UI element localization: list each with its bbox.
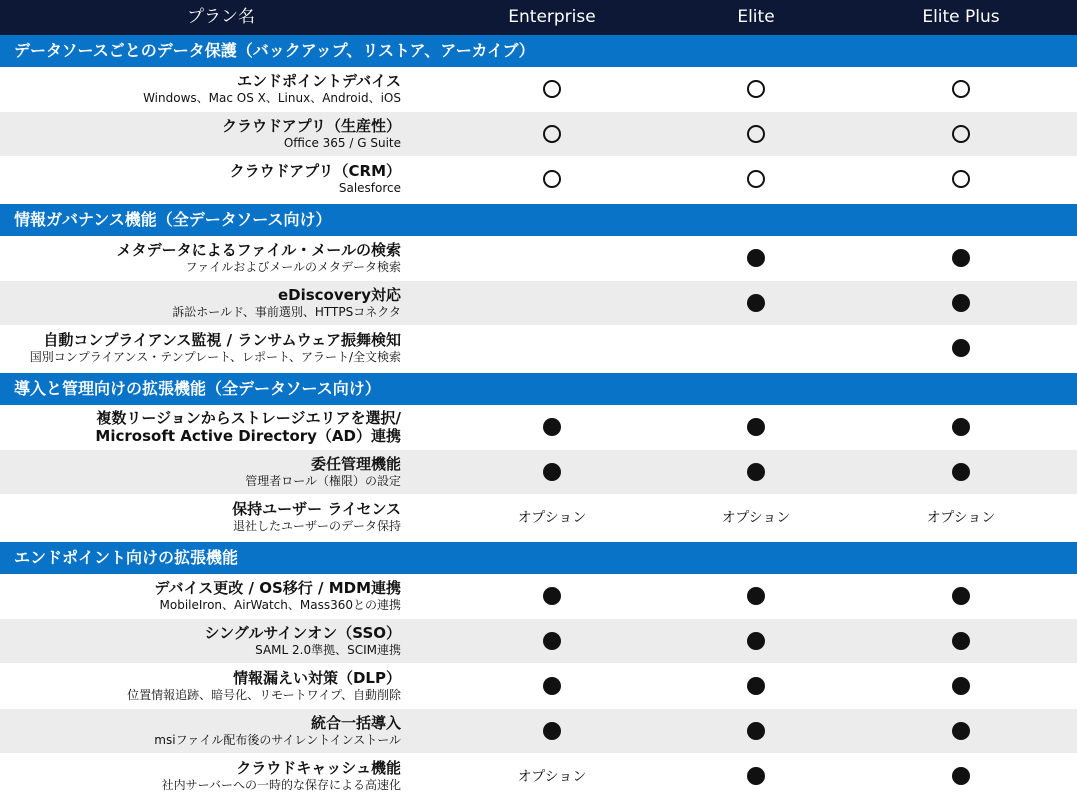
feature-title: クラウドアプリ（CRM） xyxy=(229,162,401,180)
feature-cell xyxy=(117,236,401,280)
filled-circle-icon xyxy=(952,463,970,481)
plan-cell xyxy=(442,619,662,663)
filled-circle-icon xyxy=(543,587,561,605)
filled-circle-icon xyxy=(543,677,561,695)
feature-cell xyxy=(95,405,401,449)
feature-description: 社内サーバーへの一時的な保存による高速化 xyxy=(161,778,401,792)
plan-cell xyxy=(851,326,1071,370)
feature-title: 自動コンプライアンス監視 / ランサムウェア振舞検知 xyxy=(43,331,401,349)
plan-cell xyxy=(646,450,866,494)
filled-circle-icon xyxy=(747,294,765,312)
table-row xyxy=(0,281,1077,326)
plan-cell xyxy=(442,326,662,370)
plan-cell xyxy=(851,709,1071,753)
open-circle-icon xyxy=(952,170,970,188)
filled-circle-icon xyxy=(543,463,561,481)
feature-cell xyxy=(162,754,401,798)
plan-cell xyxy=(851,405,1071,449)
feature-cell xyxy=(204,619,401,663)
plan-cell xyxy=(646,112,866,156)
plan-cell xyxy=(646,67,866,111)
table-row xyxy=(0,754,1077,799)
table-row xyxy=(0,495,1077,540)
feature-title: クラウドキャッシュ機能 xyxy=(236,759,401,777)
feature-title: メタデータによるファイル・メールの検索 xyxy=(116,241,401,259)
plan-header-elite: Elite xyxy=(737,7,775,27)
feature-description: MobileIron、AirWatch、Mass360との連携 xyxy=(159,598,401,612)
feature-description: SAML 2.0準拠、SCIM連携 xyxy=(255,643,401,657)
table-row xyxy=(0,112,1077,157)
open-circle-icon xyxy=(747,125,765,143)
plan-cell xyxy=(442,574,662,618)
filled-circle-icon xyxy=(543,722,561,740)
feature-cell xyxy=(154,709,401,753)
filled-circle-icon xyxy=(952,632,970,650)
section-header: データソースごとのデータ保護（バックアップ、リストア、アーカイブ） xyxy=(0,35,1077,67)
open-circle-icon xyxy=(952,80,970,98)
feature-title: 委任管理機能 xyxy=(310,455,401,473)
plan-cell xyxy=(851,236,1071,280)
plan-cell xyxy=(851,619,1071,663)
plan-name-header: プラン名 xyxy=(187,7,255,27)
feature-title: eDiscovery対応 xyxy=(277,286,401,304)
plan-cell xyxy=(442,495,662,539)
section-header: 情報ガバナンス機能（全データソース向け） xyxy=(0,204,1077,236)
feature-cell xyxy=(172,281,401,325)
table-row xyxy=(0,326,1077,371)
open-circle-icon xyxy=(747,170,765,188)
plan-cell xyxy=(851,67,1071,111)
plan-cell xyxy=(851,450,1071,494)
plan-cell xyxy=(851,664,1071,708)
plan-cell xyxy=(442,405,662,449)
filled-circle-icon xyxy=(952,294,970,312)
feature-description: 国別コンプライアンス・テンプレート、レポート、アラート/全文検索 xyxy=(29,350,401,364)
plan-cell xyxy=(442,709,662,753)
feature-description: Office 365 / G Suite xyxy=(283,136,401,150)
feature-description: 訴訟ホールド、事前選別、HTTPSコネクタ xyxy=(172,305,401,319)
feature-description: msiファイル配布後のサイレントインストール xyxy=(154,733,401,747)
feature-title: 情報漏えい対策（DLP） xyxy=(232,669,401,687)
plan-cell xyxy=(442,281,662,325)
feature-title: デバイス更改 / OS移行 / MDM連携 xyxy=(154,579,401,597)
option-label: オプション xyxy=(517,510,587,526)
option-label: オプション xyxy=(517,769,587,785)
table-row xyxy=(0,574,1077,619)
open-circle-icon xyxy=(543,80,561,98)
filled-circle-icon xyxy=(952,587,970,605)
plan-cell xyxy=(851,112,1071,156)
table-row xyxy=(0,709,1077,754)
table-row xyxy=(0,157,1077,202)
feature-description: Salesforce xyxy=(338,181,401,195)
feature-cell xyxy=(154,574,401,618)
plan-cell xyxy=(646,157,866,201)
filled-circle-icon xyxy=(747,677,765,695)
plan-cell xyxy=(442,664,662,708)
filled-circle-icon xyxy=(952,722,970,740)
plan-header-elite-plus: Elite Plus xyxy=(922,7,1000,27)
feature-title: エンドポイントデバイス xyxy=(237,72,401,90)
plan-header-enterprise: Enterprise xyxy=(508,7,596,27)
plan-cell xyxy=(646,495,866,539)
filled-circle-icon xyxy=(747,587,765,605)
table-row xyxy=(0,619,1077,664)
feature-description: ファイルおよびメールのメタデータ検索 xyxy=(185,260,401,274)
feature-cell xyxy=(232,495,401,539)
table-row xyxy=(0,67,1077,112)
feature-title: 複数リージョンからストレージエリアを選択/ xyxy=(96,409,401,427)
filled-circle-icon xyxy=(747,722,765,740)
table-row xyxy=(0,450,1077,495)
plan-cell xyxy=(646,405,866,449)
plan-cell xyxy=(646,754,866,798)
plan-cell xyxy=(646,619,866,663)
feature-title: 統合一括導入 xyxy=(310,714,401,732)
feature-cell xyxy=(222,112,401,156)
plan-cell xyxy=(851,495,1071,539)
plan-cell xyxy=(851,754,1071,798)
feature-cell xyxy=(245,450,401,494)
filled-circle-icon xyxy=(747,632,765,650)
feature-title: 保持ユーザー ライセンス xyxy=(232,500,401,518)
feature-description: 管理者ロール（権限）の設定 xyxy=(245,474,401,488)
table-row xyxy=(0,664,1077,709)
plan-cell xyxy=(442,67,662,111)
filled-circle-icon xyxy=(747,767,765,785)
filled-circle-icon xyxy=(747,249,765,267)
section-header: エンドポイント向けの拡張機能 xyxy=(0,542,1077,574)
open-circle-icon xyxy=(543,125,561,143)
option-label: オプション xyxy=(721,510,791,526)
filled-circle-icon xyxy=(952,249,970,267)
plan-cell xyxy=(646,574,866,618)
feature-description: Windows、Mac OS X、Linux、Android、iOS xyxy=(143,91,401,105)
table-header xyxy=(0,0,1077,35)
table-row xyxy=(0,236,1077,281)
feature-title: クラウドアプリ（生産性） xyxy=(222,117,401,135)
feature-title-line2: Microsoft Active Directory（AD）連携 xyxy=(95,427,401,445)
feature-description: 退社したユーザーのデータ保持 xyxy=(232,519,401,533)
filled-circle-icon xyxy=(952,677,970,695)
open-circle-icon xyxy=(952,125,970,143)
plan-cell xyxy=(646,236,866,280)
plan-cell xyxy=(646,281,866,325)
filled-circle-icon xyxy=(747,418,765,436)
filled-circle-icon xyxy=(952,418,970,436)
feature-cell xyxy=(143,67,401,111)
open-circle-icon xyxy=(747,80,765,98)
filled-circle-icon xyxy=(747,463,765,481)
plan-cell xyxy=(442,112,662,156)
feature-cell xyxy=(127,664,401,708)
plan-cell xyxy=(646,709,866,753)
plan-cell xyxy=(646,326,866,370)
feature-cell xyxy=(230,157,401,201)
plan-cell xyxy=(646,664,866,708)
plan-cell xyxy=(851,281,1071,325)
option-label: オプション xyxy=(926,510,996,526)
plan-cell xyxy=(442,450,662,494)
section-header: 導入と管理向けの拡張機能（全データソース向け） xyxy=(0,373,1077,405)
filled-circle-icon xyxy=(543,418,561,436)
open-circle-icon xyxy=(543,170,561,188)
filled-circle-icon xyxy=(543,632,561,650)
feature-title: シングルサインオン（SSO） xyxy=(204,624,401,642)
feature-cell xyxy=(30,326,401,370)
feature-description: 位置情報追跡、暗号化、リモートワイプ、自動削除 xyxy=(127,688,401,702)
plan-cell xyxy=(442,236,662,280)
plan-cell xyxy=(442,157,662,201)
filled-circle-icon xyxy=(952,339,970,357)
plan-cell xyxy=(851,157,1071,201)
table-row xyxy=(0,405,1077,450)
plan-cell xyxy=(851,574,1071,618)
filled-circle-icon xyxy=(952,767,970,785)
plan-cell xyxy=(442,754,662,798)
